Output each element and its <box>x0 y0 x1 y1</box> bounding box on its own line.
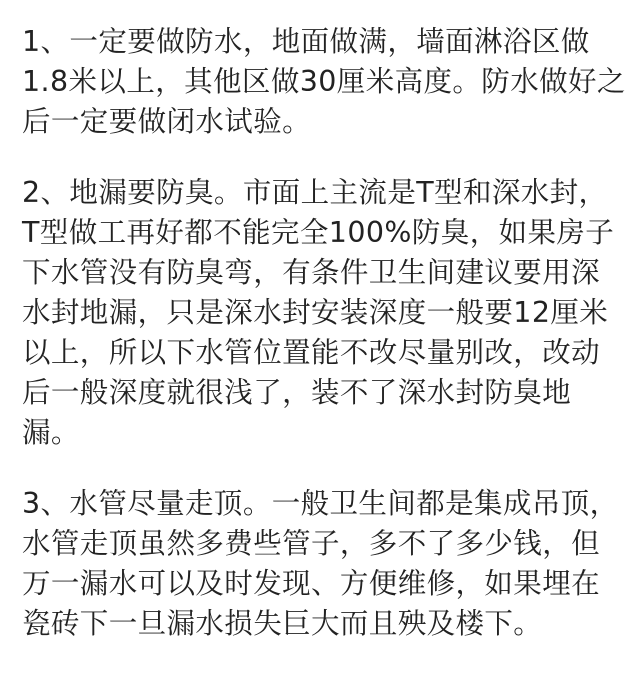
text-line: 1、一定要做防水，地面做满，墙面淋浴区做 <box>22 25 590 58</box>
text-line: T型做工再好都不能完全100%防臭，如果房子 <box>22 216 615 249</box>
text-line: 万一漏水可以及时发现、方便维修，如果埋在 <box>22 567 601 600</box>
text-line: 漏。 <box>22 416 80 449</box>
paragraph-floor-drain <box>22 173 632 453</box>
paragraph-pipes <box>22 484 632 644</box>
text-line: 后一般深度就很浅了，装不了深水封防臭地 <box>22 376 572 409</box>
text-line: 后一定要做闭水试验。 <box>22 105 312 138</box>
text-line: 2、地漏要防臭。市面上主流是T型和深水封， <box>22 176 608 209</box>
text-line: 以上，所以下水管位置能不改尽量别改，改动 <box>22 336 601 369</box>
text-line: 水管走顶虽然多费些管子，多不了多少钱，但 <box>22 527 601 560</box>
text-line: 下水管没有防臭弯，有条件卫生间建议要用深 <box>22 256 601 289</box>
text-line: 1.8米以上，其他区做30厘米高度。防水做好之 <box>22 65 626 98</box>
document-body <box>22 22 632 675</box>
paragraph-waterproofing <box>22 22 632 142</box>
text-line: 瓷砖下一旦漏水损失巨大而且殃及楼下。 <box>22 607 543 640</box>
text-line: 水封地漏，只是深水封安装深度一般要12厘米 <box>22 296 609 329</box>
text-line: 3、水管尽量走顶。一般卫生间都是集成吊顶， <box>22 487 619 520</box>
